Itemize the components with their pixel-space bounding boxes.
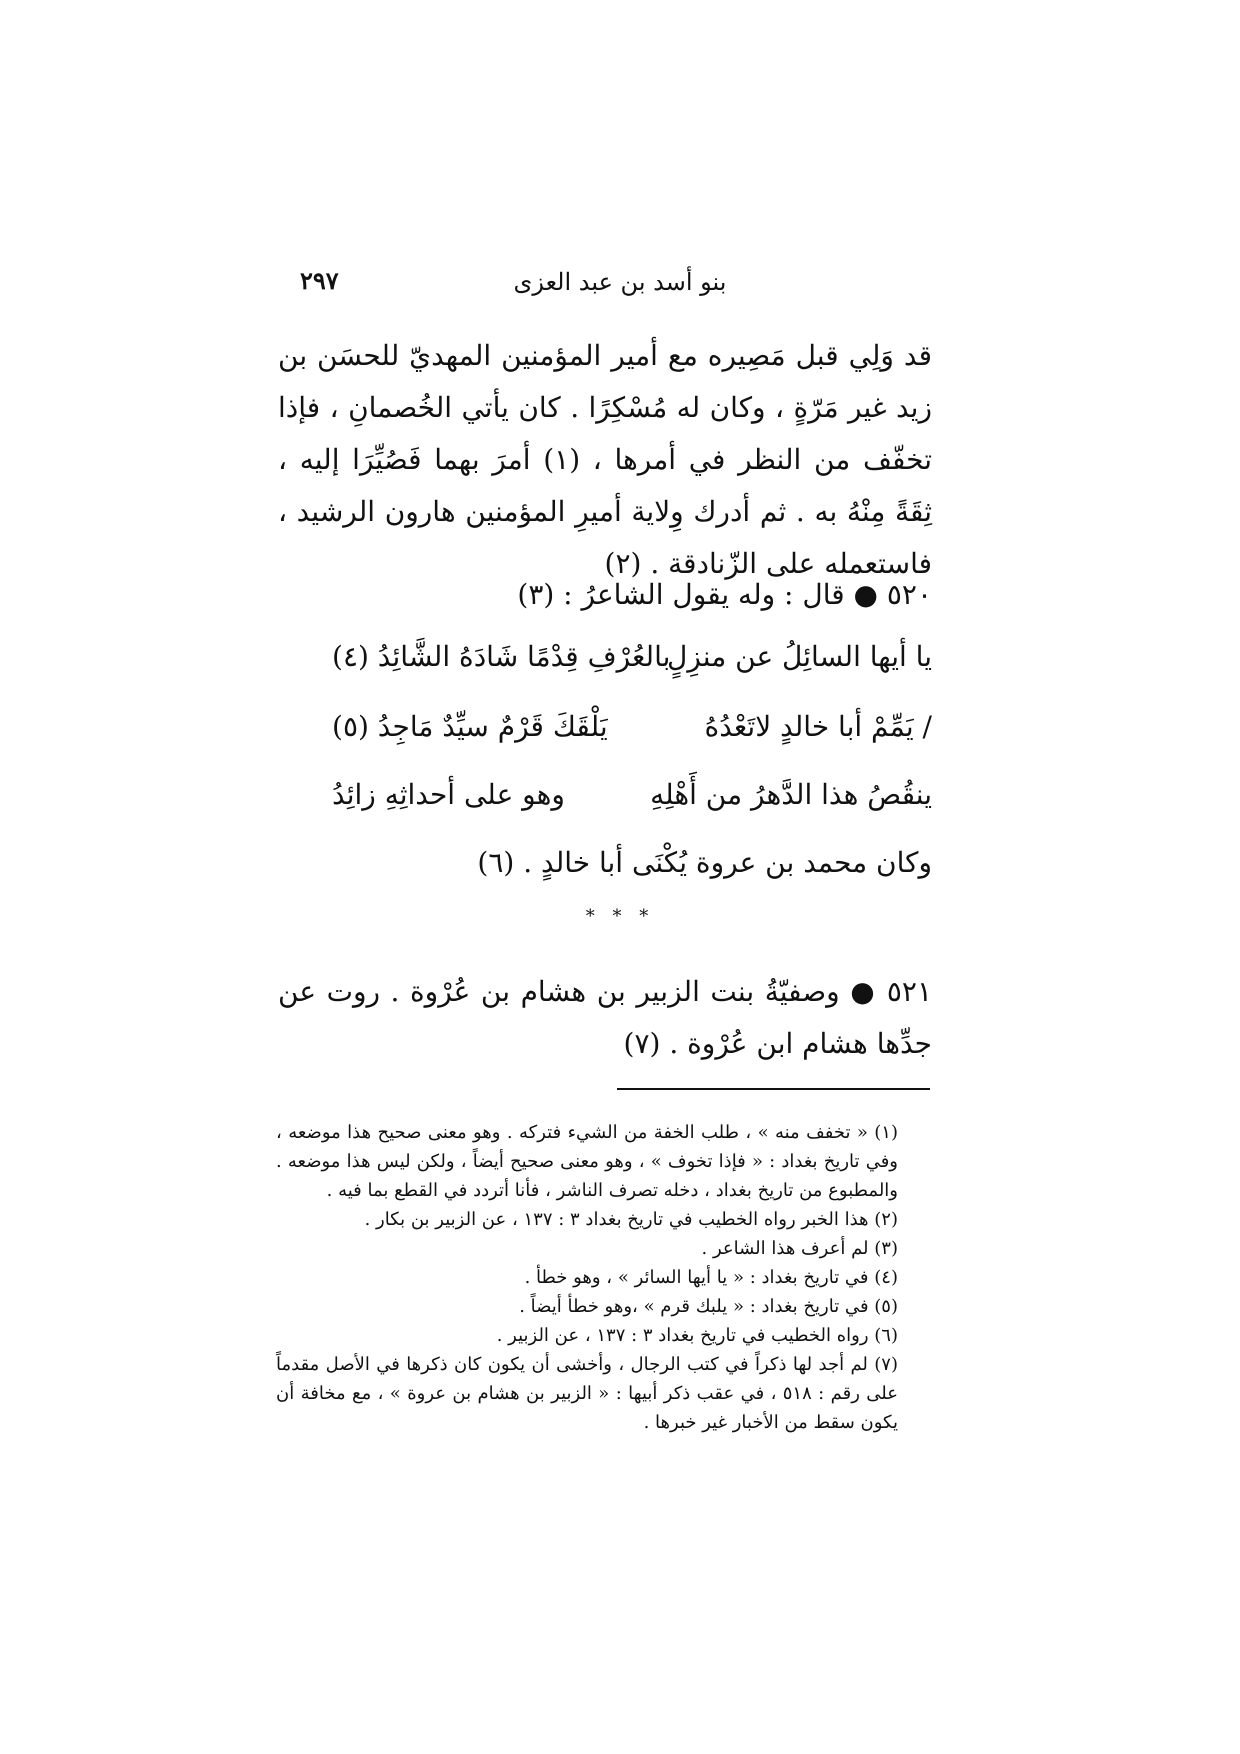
footnote-divider [617,1088,930,1090]
page-number: ٢٩٧ [300,266,339,295]
verse-first-hemistich: يا أيها السائِلُ عن منزِلٍ [666,640,932,673]
entry-520 [332,578,932,611]
running-head: بنو أسد بن عبد العزى [513,268,727,296]
verse-line [332,778,932,834]
entry-number: ٥٢١ [886,975,932,1008]
closing-line: وكان محمد بن عروة يُكْنَى أبا خالدٍ . (٦) [477,846,932,879]
entry-number: ٥٢٠ [886,578,932,611]
footnote: (٥) في تاريخ بغداد : « يلبك قرم » ،وهو خطأ أيضاً . [519,1296,898,1317]
footnote: (٢) هذا الخبر رواه الخطيب في تاريخ بغداد ٣ : ١٣٧ ، عن الزبير بن بكار . [364,1209,898,1230]
section-separator: * * * [585,906,655,927]
entry-text: قال : وله يقول الشاعرُ : (٣) [517,578,845,611]
bullet-icon: ● [839,975,877,1008]
paragraph-1: قد وَلِي قبل مَصِيره مع أمير المؤمنين المهديّ للحسَن بن زيد غير مَرّةٍ ، وكان له مُسْكِرًا . كان يأتي الخُصمانِ ، فإذا تخفّف من النظر في أمرها ، (١) أمرَ بهما فَصُيِّرَا إليه ، ثِقَةً مِنْهُ به . ثم أدرك وِلاية أميرِ المؤمنين هارون الرشيد ، فاستعمله على الزّنادقة . (٢) [278,339,932,580]
footnote: (٦) رواه الخطيب في تاريخ بغداد ٣ : ١٣٧ ، عن الزبير . [496,1325,898,1346]
verse-second-hemistich: بالعُرْفِ قِدْمًا شَادَهُ الشَّائِدُ (٤) [332,640,671,673]
entry-text: وصفيّةُ بنت الزبير بن هشام بن عُرْوة . روت عن جدِّها هشام ابن عُرْوة . (٧) [278,975,932,1060]
verse-first-hemistich: / يَمِّمْ أبا خالدٍ لاتَعْدُهُ [704,710,932,743]
verse-first-hemistich: ينقُصُ هذا الدَّهرُ من أَهْلِهِ [650,778,932,811]
verse-line [332,640,932,696]
verse-second-hemistich: وهو على أحداثِهِ زائِدُ [332,778,565,811]
verse-second-hemistich: يَلْقَكَ قَرْمٌ سيِّدٌ مَاجِدُ (٥) [332,710,608,743]
footnotes [276,1118,932,1437]
bullet-icon: ● [844,578,878,611]
footnote: (١) « تخفف منه » ، طلب الخفة من الشيء فتركه . وهو معنى صحيح هذا موضعه ، وفي تاريخ بغداد : « فإذا تخوف » ، وهو معنى صحيح أيضاً ، ولكن ليس هذا موضعه . والمطبوع من تاريخ بغداد ، دخله تصرف الناشر ، فأنا أتردد في القطع بما فيه . [276,1122,898,1201]
footnote: (٤) في تاريخ بغداد : « يا أيها السائر » ، وهو خطأ . [524,1267,898,1288]
verse-line [332,710,932,766]
entry-521 [278,966,932,1070]
footnote: (٧) لم أجد لها ذكراً في كتب الرجال ، وأخشى أن يكون كان ذكرها في الأصل مقدماً على رقم : ٥١٨ ، في عقب ذكر أبيها : « الزبير بن هشام بن عروة » ، مع مخافة أن يكون سقط من الأخبار غير خبرها . [276,1354,898,1433]
footnote: (٣) لم أعرف هذا الشاعر . [701,1238,898,1259]
